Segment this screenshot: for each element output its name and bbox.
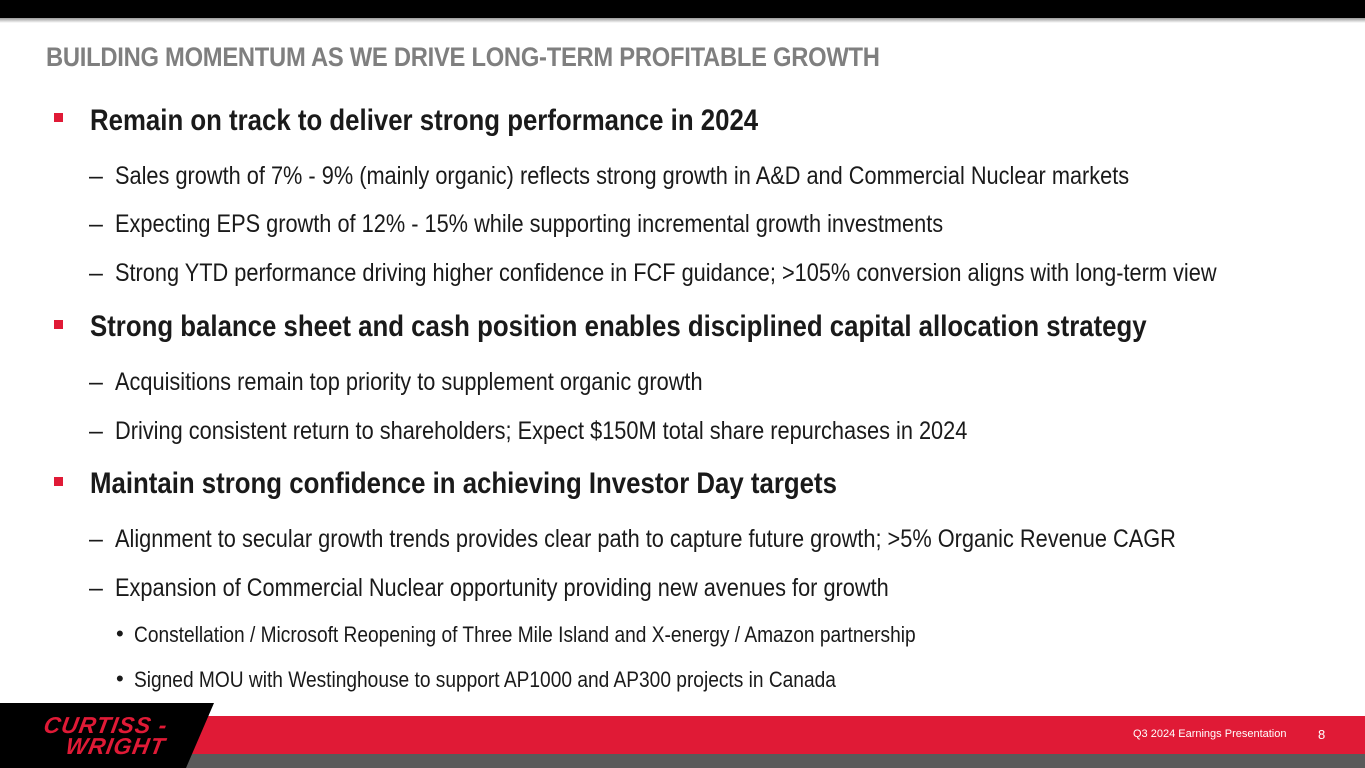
list-item: Acquisitions remain top priority to supplement organic growth: [115, 368, 703, 396]
dash-marker: –: [89, 525, 103, 553]
list-item: Strong YTD performance driving higher confidence in FCF guidance; >105% conversion aligns with long-term view: [115, 259, 1217, 287]
dash-marker: –: [89, 210, 103, 238]
dash-marker: –: [89, 574, 103, 602]
dot-bullet-icon: •: [116, 666, 124, 691]
presentation-name: Q3 2024 Earnings Presentation: [1133, 728, 1287, 740]
section-heading: Remain on track to deliver strong performance in 2024: [90, 104, 759, 137]
square-bullet-icon: [54, 320, 63, 329]
logo-text-line-1: CURTISS -: [41, 712, 170, 738]
page-number: 8: [1318, 727, 1326, 742]
dash-marker: –: [89, 162, 103, 190]
section-heading: Maintain strong confidence in achieving Investor Day targets: [90, 467, 837, 500]
list-item: Sales growth of 7% - 9% (mainly organic) reflects strong growth in A&D and Commercial Nuclear markets: [115, 162, 1130, 190]
logo-text-line-2: WRIGHT: [63, 733, 168, 759]
dot-bullet-icon: •: [116, 621, 124, 646]
section-heading: Strong balance sheet and cash position enables disciplined capital allocation strategy: [90, 310, 1147, 343]
list-item: Expansion of Commercial Nuclear opportunity providing new avenues for growth: [115, 574, 889, 602]
footer-base-bar: [0, 754, 1365, 768]
list-item: Alignment to secular growth trends provides clear path to capture future growth; >5% Organic Revenue CAGR: [115, 525, 1176, 553]
top-bar-shadow: [0, 18, 1365, 23]
slide-title: BUILDING MOMENTUM AS WE DRIVE LONG-TERM PROFITABLE GROWTH: [46, 42, 880, 72]
list-subitem: Constellation / Microsoft Reopening of Three Mile Island and X-energy / Amazon partnership: [134, 622, 916, 647]
square-bullet-icon: [54, 113, 63, 122]
square-bullet-icon: [54, 477, 63, 486]
dash-marker: –: [89, 259, 103, 287]
list-subitem: Signed MOU with Westinghouse to support AP1000 and AP300 projects in Canada: [134, 667, 836, 692]
dash-marker: –: [89, 417, 103, 445]
dash-marker: –: [89, 368, 103, 396]
top-bar: [0, 0, 1365, 18]
list-item: Driving consistent return to shareholders; Expect $150M total share repurchases in 2024: [115, 417, 968, 445]
list-item: Expecting EPS growth of 12% - 15% while supporting incremental growth investments: [115, 210, 944, 238]
